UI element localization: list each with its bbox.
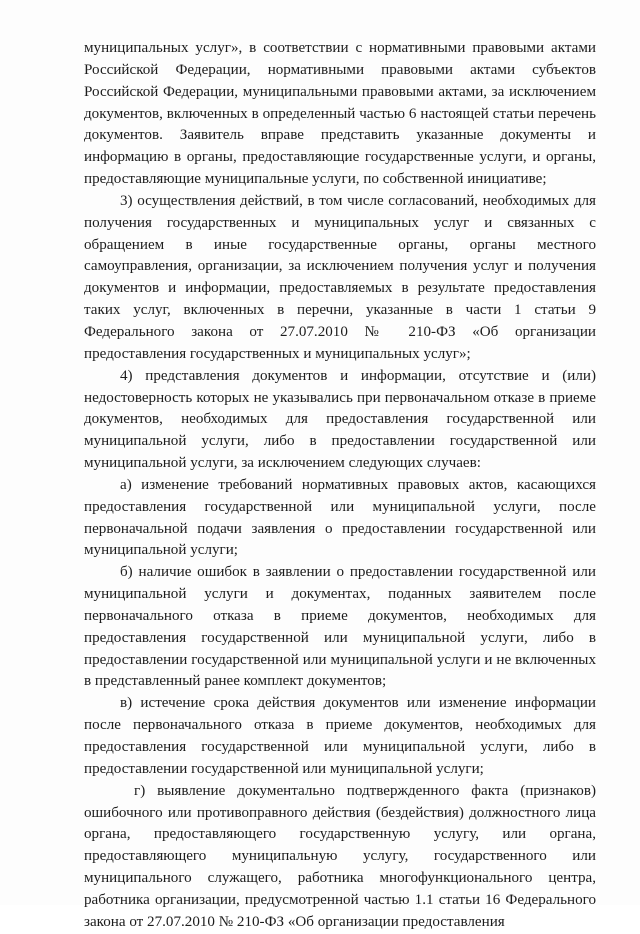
paragraph-item-3: 3) осуществления действий, в том числе согласований, необходимых для получения государственных и муниципальных услуг и связанных с обращением в иные государственные органы, органы местного самоуправления, организации, за исключением получения услуг и получения документов и информации, предоставляемых в результате предоставления таких услуг, включенных в перечни, указанные в части 1 статьи 9 Федерального закона от 27.07.2010 № 210-ФЗ «Об организации предоставления государственных и муниципальных услуг»; bbox=[84, 192, 596, 362]
paragraph-continuation: муниципальных услуг», в соответствии с нормативными правовыми актами Российской Федерации, нормативными правовыми актами субъектов Российской Федерации, муниципальными правовыми актами, за исключением документов, включенных в определенный частью 6 настоящей статьи перечень документов. Заявитель вправе представить указанные документы и информацию в органы, предоставляющие государственные услуги, и органы, предоставляющие муниципальные услуги, по собственной инициативе; bbox=[84, 40, 596, 188]
paragraph-subitem-g: г) выявление документально подтвержденного факта (признаков) ошибочного или противоправного действия (бездействия) должностного лица органа, предоставляющего государственную услугу, или органа, предоставляющего муниципальную услугу, государственного или муниципального служащего, работника многофункционального центра, работника организации, предусмотренной частью 1.1 статьи 16 Федерального закона от 27.07.2010 № 210-ФЗ «Об организации предоставления bbox=[84, 782, 596, 930]
paragraph-subitem-b: б) наличие ошибок в заявлении о предоставлении государственной или муниципальной услуги и документах, поданных заявителем после первоначального отказа в приеме документов, необходимых для предоставления государственной или муниципальной услуги, либо в предоставлении государственной или муниципальной услуги и не включенных в представленный ранее комплект документов; bbox=[84, 564, 596, 690]
paragraph-subitem-v: в) истечение срока действия документов или изменение информации после первоначального отказа в приеме документов, необходимых для предоставления государственной или муниципальной услуги, либо в предоставлении государственной или муниципальной услуги; bbox=[84, 695, 596, 777]
document-body bbox=[84, 38, 596, 934]
paragraph-item-4: 4) представления документов и информации, отсутствие и (или) недостоверность которых не указывались при первоначальном отказе в приеме документов, необходимых для предоставления государственной или муниципальной услуги, либо в предоставлении государственной или муниципальной услуги, за исключением следующих случаев: bbox=[84, 367, 596, 472]
paragraph-subitem-a: а) изменение требований нормативных правовых актов, касающихся предоставления государственной или муниципальной услуги, после первоначальной подачи заявления о предоставлении государственной или муниципальной услуги; bbox=[84, 476, 596, 559]
